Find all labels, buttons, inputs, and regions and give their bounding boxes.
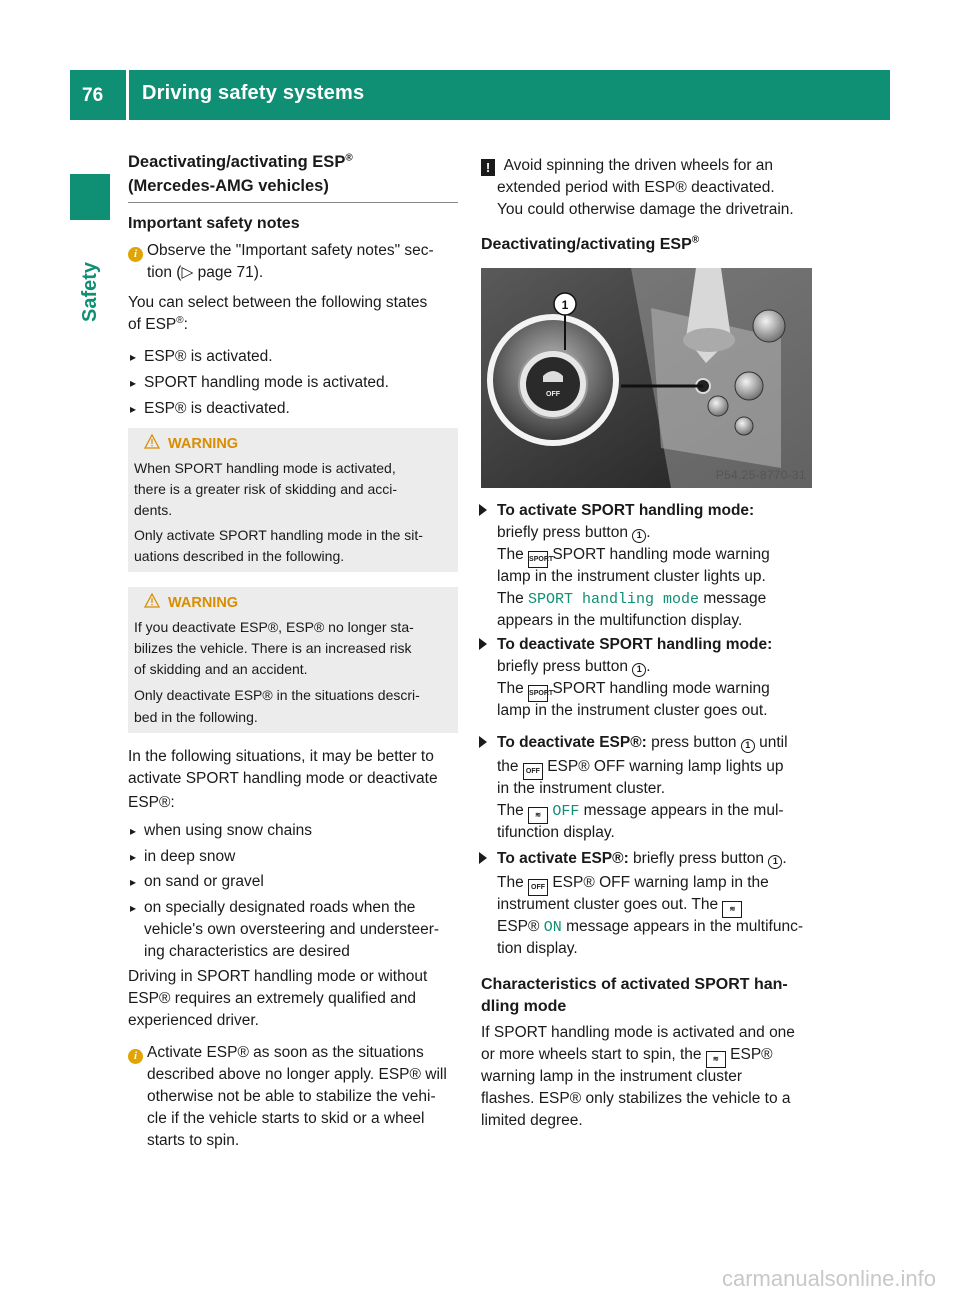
state-item: ▸ SPORT handling mode is activated. (144, 372, 389, 394)
situation-item: ▸ in deep snow (144, 846, 235, 868)
warning-box (128, 428, 458, 572)
step-line: tifunction display. (497, 824, 615, 841)
characteristics-text: If SPORT handling mode is activated and one (481, 1024, 795, 1041)
situation-item-cont: vehicle's own oversteering and understeer- (144, 921, 440, 938)
situations-intro: In the following situations, it may be better to (128, 748, 434, 765)
step-line: the OFF ESP® OFF warning lamp lights up (497, 756, 783, 780)
step-arrow-icon (479, 638, 487, 650)
step-arrow-icon (479, 736, 487, 748)
characteristics-text: limited degree. (481, 1112, 583, 1129)
page-header (70, 70, 890, 120)
site-watermark: carmanualsonline.info (721, 1266, 936, 1291)
step-line: The SPORT SPORT handling mode warning (497, 678, 770, 702)
step-line: lamp in the instrument cluster lights up. (497, 568, 766, 585)
damage-note: ! Avoid spinning the driven wheels for an (481, 155, 773, 177)
characteristics-text: warning lamp in the instrument cluster (481, 1068, 743, 1085)
step-line: appears in the multifunction display. (497, 612, 743, 629)
situations-intro: activate SPORT handling mode or deactivate (128, 770, 438, 787)
warning-title: WARNING (168, 595, 239, 611)
warning-line: there is a greater risk of skidding and acci- (134, 481, 398, 497)
step-deactivate-sport: To deactivate SPORT handling mode: (497, 634, 772, 656)
photo-reference: P54.25-8770-31 (715, 468, 806, 482)
chapter-title: Driving safety systems (142, 82, 365, 104)
button-1-icon: 1 (632, 529, 646, 543)
info-note-2-line: cle if the vehicle starts to skid or a wheel (147, 1110, 425, 1127)
warning-line: bilizes the vehicle. There is an increased risk (134, 640, 412, 656)
button-1-icon: 1 (632, 663, 646, 677)
console-photo (481, 268, 812, 488)
warning-line: bed in the following. (134, 709, 258, 725)
photo-heading: Deactivating/activating ESP® (481, 234, 700, 253)
characteristics-text: flashes. ESP® only stabilizes the vehicle to a (481, 1090, 791, 1107)
situation-item: ▸ on sand or gravel (144, 871, 264, 893)
warning-line: of skidding and an accident. (134, 661, 308, 677)
situations-intro: ESP®: (128, 794, 175, 811)
info-icon: i (128, 247, 143, 262)
step-activate-esp: To activate ESP®: briefly press button 1 . (497, 848, 787, 870)
side-section-label: Safety (79, 261, 101, 323)
esp-car-icon: ≋ (706, 1051, 726, 1068)
warning-line: If you deactivate ESP®, ESP® no longer sta- (134, 619, 414, 635)
info-note-1-line2[interactable]: tion (▷ page 71). (147, 264, 264, 281)
esp-car-icon: ≋ (722, 901, 742, 918)
situation-item-cont: ing characteristics are desired (144, 943, 350, 960)
sport-lamp-icon: SPORT (528, 685, 548, 702)
side-tab-marker (70, 174, 110, 220)
characteristics-heading-line2: dling mode (481, 998, 567, 1015)
step-line: briefly press button 1 . (497, 658, 651, 675)
sport-lamp-icon: SPORT (528, 551, 548, 568)
heading-rule (128, 202, 458, 203)
info-note-2: i Activate ESP® as soon as the situations (128, 1042, 424, 1064)
esp-car-icon: ≋ (528, 807, 548, 824)
step-line: ESP® ON message appears in the multifunc- (497, 918, 804, 936)
state-item: ▸ ESP® is activated. (144, 346, 273, 368)
driver-note: Driving in SPORT handling mode or without (128, 968, 428, 985)
step-line: The SPORT handling mode message (497, 590, 767, 608)
warning-line: Only activate SPORT handling mode in the sit- (134, 527, 423, 543)
step-line: The ≋ OFF message appears in the mul- (497, 800, 784, 824)
warning-triangle-icon (144, 593, 160, 608)
info-note-2-line: otherwise not be able to stabilize the vehi- (147, 1088, 436, 1105)
exclamation-icon: ! (481, 159, 495, 176)
states-intro-line2: of ESP®: (128, 314, 188, 333)
header-divider (126, 70, 129, 120)
driver-note: experienced driver. (128, 1012, 259, 1029)
warning-line: dents. (134, 502, 173, 518)
step-arrow-icon (479, 852, 487, 864)
characteristics-heading: Characteristics of activated SPORT han- (481, 976, 788, 993)
esp-off-lamp-icon: OFF (523, 763, 543, 780)
damage-note-line: extended period with ESP® deactivated. (497, 179, 775, 196)
info-note-2-line: starts to spin. (147, 1132, 240, 1149)
step-activate-sport: To activate SPORT handling mode: (497, 500, 754, 522)
step-line: The SPORT SPORT handling mode warning (497, 544, 770, 568)
warning-line: When SPORT handling mode is activated, (134, 460, 396, 476)
step-line: lamp in the instrument cluster goes out. (497, 702, 768, 719)
step-line: briefly press button 1 . (497, 524, 651, 541)
states-intro: You can select between the following states (128, 294, 428, 311)
section-heading: Deactivating/activating ESP® (128, 152, 353, 171)
warning-line: Only deactivate ESP® in the situations descri- (134, 687, 420, 703)
info-note-1: i Observe the "Important safety notes" sec- (128, 240, 434, 262)
step-line: The OFF ESP® OFF warning lamp in the (497, 872, 769, 896)
button-1-icon: 1 (768, 855, 782, 869)
step-line: tion display. (497, 940, 578, 957)
situation-item: ▸ on specially designated roads when the (144, 897, 415, 919)
step-deactivate-esp: To deactivate ESP®: press button 1 until (497, 732, 788, 754)
driver-note: ESP® requires an extremely qualified and (128, 990, 416, 1007)
situation-item: ▸ when using snow chains (144, 820, 312, 842)
info-note-2-line: described above no longer apply. ESP® will (147, 1066, 447, 1083)
esp-off-lamp-icon: OFF (528, 879, 548, 896)
info-icon: i (128, 1049, 143, 1064)
step-line: instrument cluster goes out. The ≋ (497, 894, 742, 918)
step-line: in the instrument cluster. (497, 780, 665, 797)
warning-triangle-icon (144, 434, 160, 449)
warning-line: uations described in the following. (134, 548, 345, 564)
callout-number: 1 (561, 298, 569, 312)
console-illustration (481, 268, 812, 488)
section-heading-line2: (Mercedes-AMG vehicles) (128, 177, 329, 195)
state-item: ▸ ESP® is deactivated. (144, 398, 290, 420)
svg-text:OFF: OFF (546, 391, 560, 398)
important-safety-notes-heading: Important safety notes (128, 215, 300, 232)
page-number: 76 (82, 85, 104, 106)
warning-box (128, 587, 458, 733)
characteristics-text: or more wheels start to spin, the ≋ ESP® (481, 1044, 773, 1068)
button-1-icon: 1 (741, 739, 755, 753)
damage-note-line: You could otherwise damage the drivetrain. (497, 201, 794, 218)
warning-title: WARNING (168, 436, 239, 452)
step-arrow-icon (479, 504, 487, 516)
